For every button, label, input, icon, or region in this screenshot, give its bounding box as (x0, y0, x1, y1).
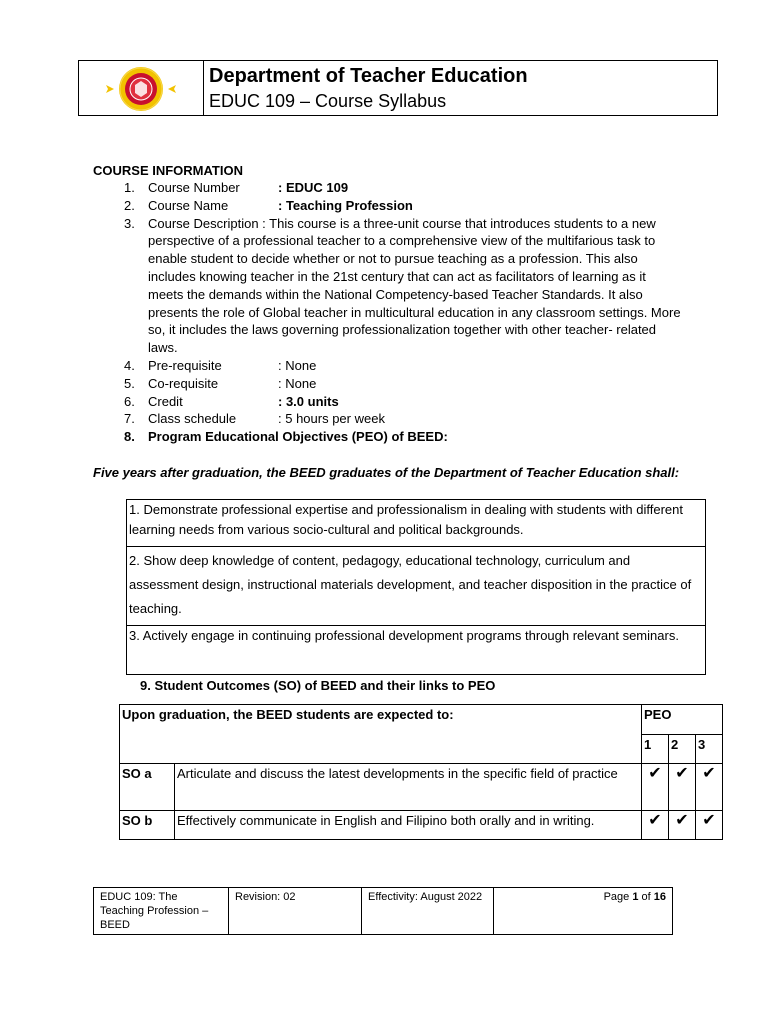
peo-col-2: 2 (669, 735, 696, 764)
peo-item-2: 2. Show deep knowledge of content, pedagogy, educational technology, curriculum and assessment design, instructional materials development, and teacher disposition in the practice of teaching. (127, 547, 706, 626)
check-icon: ✔ (642, 811, 669, 840)
so-header: Upon graduation, the BEED students are expected to: (120, 705, 642, 764)
department-title: Department of Teacher Education (209, 65, 528, 87)
peo-intro: Five years after graduation, the BEED graduates of the Department of Teacher Education shall: (93, 465, 680, 480)
check-icon: ✔ (696, 764, 723, 811)
peo-item-3: 3. Actively engage in continuing professional development programs through relevant seminars. (127, 626, 706, 675)
syllabus-subtitle: EDUC 109 – Course Syllabus (209, 91, 447, 111)
peo-col-1: 1 (642, 735, 669, 764)
table-row (94, 888, 673, 935)
list-item: 3. Course Description : This course is a three-unit course that introduces students to a new perspective of a professional teacher to a comprehensive view of the multifarious task to enable student to decide whether or not to pursue teaching as a profession. This also includes knowing teacher in the 21st century that can act as facilitators of learning as it meets the demands within the National Competency-based Teacher Standards. It also presents the role of Global teacher in multicultural education in any classroom settings. More so, it includes the laws governing professionalization together with other teacher- related laws. (124, 215, 681, 356)
peo-col-3: 3 (696, 735, 723, 764)
table-row (127, 626, 706, 675)
footer-table (93, 887, 673, 935)
document-header (78, 60, 718, 116)
check-icon: ✔ (669, 811, 696, 840)
list-item: 5. Co-requisite : None (124, 375, 317, 391)
so-text: Articulate and discuss the latest developments in the specific field of practice (175, 764, 642, 811)
footer-page: Page 1 of 16 (494, 888, 673, 935)
table-row (127, 547, 706, 626)
so-text: Effectively communicate in English and Filipino both orally and in writing. (175, 811, 642, 840)
so-table (119, 704, 723, 840)
table-row (120, 764, 723, 811)
peo-header: PEO (642, 705, 723, 735)
so-code: SO b (120, 811, 175, 840)
footer-revision: Revision: 02 (229, 888, 362, 935)
list-item: 1. Course Number : EDUC 109 (124, 180, 349, 195)
table-row (120, 705, 723, 735)
list-item: 7. Class schedule : 5 hours per week (124, 411, 385, 427)
school-seal-logo (106, 65, 176, 113)
list-item: 8. Program Educational Objectives (PEO) of BEED: (124, 429, 448, 445)
footer-effectivity: Effectivity: August 2022 (362, 888, 494, 935)
table-row (127, 500, 706, 547)
peo-item-1: 1. Demonstrate professional expertise and professionalism in dealing with students with different learning needs from various socio-cultural and political backgrounds. (127, 500, 706, 547)
check-icon: ✔ (696, 811, 723, 840)
so-code: SO a (120, 764, 175, 811)
check-icon: ✔ (669, 764, 696, 811)
list-item: 2. Course Name : Teaching Profession (124, 197, 413, 213)
list-item: 6. Credit : 3.0 units (124, 393, 339, 409)
table-row (120, 811, 723, 840)
logo-cell (79, 61, 204, 115)
list-item: 4. Pre-requisite : None (124, 357, 317, 373)
so-section-title: 9. Student Outcomes (SO) of BEED and their links to PEO (140, 678, 496, 693)
check-icon: ✔ (642, 764, 669, 811)
peo-table (126, 499, 706, 675)
course-info-list (124, 179, 684, 446)
course-info-heading: COURSE INFORMATION (93, 163, 243, 178)
footer-course: EDUC 109: The Teaching Profession – BEED (94, 888, 229, 935)
